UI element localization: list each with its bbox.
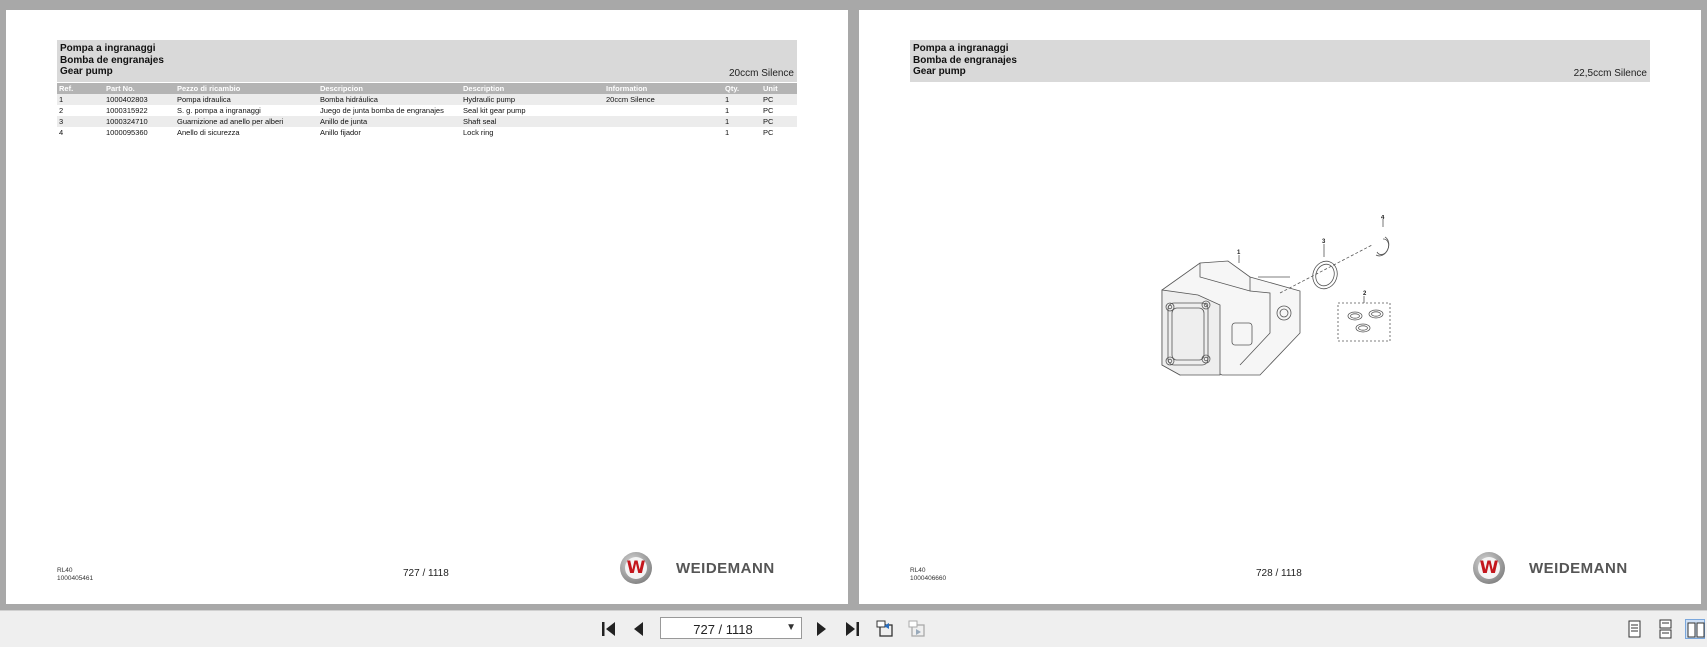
page-number: 727 / 1118 [403, 568, 449, 579]
col-unit: Unit [761, 83, 797, 94]
cell: PC [761, 94, 797, 105]
page-number-field[interactable] [660, 617, 802, 639]
col-english: Description [461, 83, 604, 94]
cell: Juego de junta bomba de engranajes [320, 106, 444, 115]
first-page-icon[interactable] [599, 619, 619, 639]
title-italian: Pompa a ingranaggi [60, 43, 156, 54]
cell: 3 [57, 116, 104, 127]
cell: 1000095360 [106, 128, 148, 137]
cell: 1 [723, 94, 761, 105]
brand-name: WEIDEMANN [1529, 560, 1628, 577]
viewer-toolbar [0, 610, 1707, 647]
footer-model [57, 567, 93, 583]
col-information: Information [604, 83, 723, 94]
model-code: RL40 [57, 567, 73, 574]
callout-1: 1 [1237, 250, 1241, 256]
cell: 1000402803 [104, 94, 175, 105]
forward-icon[interactable] [908, 619, 928, 639]
page-header [57, 40, 797, 82]
weidemann-logo-icon: W [620, 552, 652, 584]
col-italian: Pezzo di ricambio [175, 83, 318, 94]
chevron-down-icon[interactable]: ▼ [786, 622, 796, 633]
table-row [57, 94, 797, 105]
document-number: 1000405461 [57, 575, 94, 582]
variant-label: 20ccm Silence [728, 68, 794, 79]
cell: 1000324710 [104, 116, 175, 127]
page-number: 728 / 1118 [1256, 568, 1302, 579]
parts-table [57, 83, 797, 138]
cell [604, 127, 723, 138]
cell: 20ccm Silence [604, 94, 723, 105]
cell: PC [763, 106, 774, 115]
title-english: Gear pump [60, 66, 113, 77]
last-page-icon[interactable] [842, 619, 862, 639]
col-ref: Ref. [57, 83, 104, 94]
title-italian: Pompa a ingranaggi [913, 43, 1009, 54]
gear-pump-exploded-drawing [1140, 215, 1420, 420]
next-page-icon[interactable] [811, 619, 831, 639]
cell: 1 [57, 94, 104, 105]
cell: 1 [725, 128, 730, 137]
cell: Shaft seal [461, 116, 604, 127]
cell: 1000315922 [106, 106, 148, 115]
weidemann-logo-icon: W [1473, 552, 1505, 584]
variant-label: 22,5ccm Silence [1573, 68, 1647, 79]
cell [604, 105, 723, 116]
cell: 2 [59, 106, 64, 115]
callout-2: 2 [1363, 291, 1367, 297]
col-spanish: Descripcion [318, 83, 461, 94]
brand-name: WEIDEMANN [676, 560, 775, 577]
prev-page-icon[interactable] [629, 619, 649, 639]
title-english: Gear pump [913, 66, 966, 77]
title-spanish: Bomba de engranajes [913, 55, 1017, 66]
table-row [57, 127, 797, 138]
cell: Anillo de junta [318, 116, 461, 127]
document-number: 1000406660 [910, 575, 947, 582]
cell: Guarnizione ad anello per alberi [175, 116, 318, 127]
left-page [6, 10, 848, 604]
col-part-no: Part No. [104, 83, 175, 94]
cell: Anello di sicurezza [177, 128, 240, 137]
cell: 1 [723, 116, 761, 127]
table-header-row [57, 83, 797, 94]
cell: Pompa idraulica [175, 94, 318, 105]
callout-3: 3 [1322, 239, 1326, 245]
cell: Bomba hidráulica [318, 94, 461, 105]
cell: 4 [59, 128, 64, 137]
title-spanish: Bomba de engranajes [60, 55, 164, 66]
page-header [910, 40, 1650, 82]
table-row [57, 116, 797, 127]
callout-4: 4 [1381, 215, 1385, 221]
col-qty: Qty. [723, 83, 761, 94]
back-icon[interactable] [876, 619, 896, 639]
cell: PC [761, 116, 797, 127]
cell: Seal kit gear pump [463, 106, 526, 115]
table-row [57, 105, 797, 116]
cell: S. g. pompa a ingranaggi [177, 106, 261, 115]
cell: 1 [725, 106, 730, 115]
cell: Hydraulic pump [461, 94, 604, 105]
continuous-view-icon[interactable] [1655, 619, 1675, 639]
cell: Lock ring [463, 128, 494, 137]
cell: Anillo fijador [320, 128, 361, 137]
page-number-input[interactable] [663, 619, 783, 639]
cell [604, 116, 723, 127]
two-page-view-icon[interactable] [1685, 619, 1705, 639]
model-code: RL40 [910, 567, 926, 574]
single-page-view-icon[interactable] [1624, 619, 1644, 639]
footer-model [910, 567, 946, 583]
cell: PC [763, 128, 774, 137]
